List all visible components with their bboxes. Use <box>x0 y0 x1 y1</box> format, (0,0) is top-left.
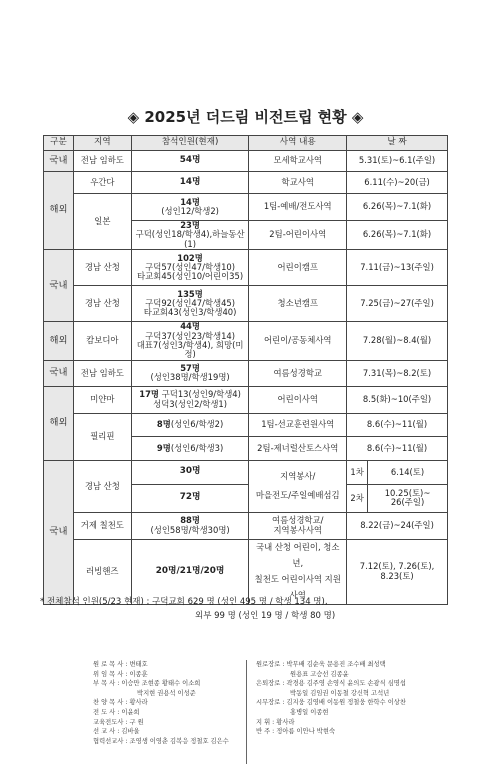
staff-line: 전 도 사 : 이윤희 <box>93 708 140 716</box>
date-cell: 7.28(월)~8.4(월) <box>347 322 448 361</box>
date-value: 6.14(토) <box>390 466 425 477</box>
content-cell: 2팀-제너럴산토스사역 <box>249 436 347 460</box>
date-round-tag: 2차 <box>347 485 368 512</box>
date-line-1: 7.12(토), 7.26(토), <box>359 561 435 572</box>
content-line-2: 칠천도 어린이사역 지원 사역 <box>254 573 341 600</box>
people-breakdown: 구덕(성인18/학생4),하늘동산(1) <box>135 229 245 249</box>
header-date: 날 짜 <box>347 136 448 151</box>
content-cell <box>249 460 347 512</box>
staff-line: 원로장로 : 박무배 김순욱 문용진 조수배 최성택 <box>256 661 386 668</box>
date-cell: 6.26(목)~7.1(화) <box>347 194 448 221</box>
staff-line: 선 교 사 : 김바울 <box>93 728 140 736</box>
content-cell: 어린이사역 <box>249 386 347 413</box>
staff-line: 부 목 사 : 이승만 조현종 황태수 이소희 <box>93 680 201 688</box>
region-cell: 거제 칠천도 <box>73 512 131 539</box>
attendance-summary <box>40 595 335 623</box>
table-row <box>44 172 448 194</box>
date-cell: 7.31(목)~8.2(토) <box>347 360 448 386</box>
people-cell <box>131 360 249 386</box>
table-row <box>44 322 448 361</box>
people-breakdown: 구덕37(성인23/학생14) <box>145 330 236 341</box>
content-cell: 어린이/공동체사역 <box>249 322 347 361</box>
region-cell: 미얀마 <box>73 386 131 413</box>
people-breakdown: (성인38명/학생19명) <box>150 372 230 383</box>
content-line-1: 지역봉사/ <box>280 471 316 482</box>
people-count: 102명 <box>177 252 203 263</box>
staff-line: 은퇴장로 : 곽경용 김주영 손영식 윤의도 손광식 심명섭 <box>256 680 406 688</box>
staff-line: 위 임 목 사 : 이종훈 <box>93 670 148 678</box>
table-header-row <box>44 136 448 151</box>
date-line-2: 26(주일) <box>390 497 425 508</box>
content-cell: 모세학교사역 <box>249 151 347 172</box>
region-cell: 필리핀 <box>73 413 131 460</box>
people-cell <box>131 250 249 286</box>
date-cell <box>347 484 448 512</box>
category-cell: 국내 <box>44 460 74 604</box>
date-cell <box>347 539 448 604</box>
date-cell <box>347 460 448 484</box>
people-count: 135명 <box>177 288 203 299</box>
people-cell <box>131 436 249 460</box>
people-count: 44명 <box>180 321 200 332</box>
people-count: 57명 <box>180 362 200 373</box>
date-cell: 7.25(금)~27(주일) <box>347 286 448 322</box>
region-cell: 전남 임하도 <box>73 151 131 172</box>
staff-list-pastors <box>93 660 229 746</box>
region-cell: 러빙핸즈 <box>73 539 131 604</box>
region-cell: 일본 <box>73 194 131 250</box>
staff-line: 반 주 : 정아름 이안나 박현숙 <box>256 728 336 736</box>
staff-line: 협력선교사 : 조영생 이영춘 김복응 정철호 김은수 <box>93 737 229 745</box>
people-cell <box>131 194 249 221</box>
staff-line: 원용표 고승선 김종윤 <box>290 670 349 678</box>
people-cell <box>131 386 249 413</box>
staff-line: 찬 양 목 사 : 황사라 <box>93 699 148 707</box>
date-cell: 6.11(수)~20(금) <box>347 172 448 194</box>
page-title: ◈ 2025년 더드림 비전트립 현황 ◈ <box>127 108 364 126</box>
vision-trip-table <box>43 135 448 605</box>
content-line-1: 여름성경학교/ <box>272 515 324 526</box>
header-cat: 구분 <box>44 136 74 151</box>
table-row <box>44 194 448 221</box>
table-row <box>44 250 448 286</box>
header-people: 참석인원(현재) <box>131 136 249 151</box>
people-breakdown: (성인6/학생2) <box>170 419 224 430</box>
region-cell: 캄보디아 <box>73 322 131 361</box>
staff-line: 교육전도사 : 구 원 <box>93 718 144 726</box>
region-cell: 경남 산청 <box>73 460 131 512</box>
staff-line: 박동일 김임권 이동철 강신혁 고석년 <box>290 689 390 697</box>
table-row <box>44 512 448 539</box>
people-breakdown-2: 타교회45(성인10/어린이35) <box>137 271 244 282</box>
people-breakdown-2: 타교회43(성인3/학생40) <box>143 307 237 318</box>
region-cell: 전남 임하도 <box>73 360 131 386</box>
date-cell: 7.11(금)~13(주일) <box>347 250 448 286</box>
people-cell <box>131 413 249 436</box>
people-cell: 54명 <box>131 151 249 172</box>
people-breakdown: 구덕13(성인9/학생4) <box>161 389 241 400</box>
category-cell: 국내 <box>44 360 74 386</box>
content-line-1: 국내 산청 어린이, 청소년, <box>256 541 340 568</box>
date-cell: 8.22(금)~24(주일) <box>347 512 448 539</box>
category-cell: 해외 <box>44 322 74 361</box>
content-cell: 어린이캠프 <box>249 250 347 286</box>
date-cell: 5.31(토)~6.1(주일) <box>347 151 448 172</box>
content-cell: 1팀-선교훈련원사역 <box>249 413 347 436</box>
people-cell: 14명 <box>131 172 249 194</box>
people-count: 17명 <box>139 389 159 400</box>
date-line-2: 8.23(토) <box>380 570 414 581</box>
staff-line: 시무장로 : 김지웅 김영배 이동원 정철웅 한학수 이상찬 <box>256 699 406 707</box>
people-breakdown-2: 성덕3(성인2/학생1) <box>153 398 228 409</box>
table-row <box>44 386 448 413</box>
date-cell: 8.5(화)~10(주일) <box>347 386 448 413</box>
summary-line-1: * 전체참석 인원(5/23 현재) : 구덕교회 629 명 (성인 495 명 / 학생 134 명), <box>40 597 328 607</box>
content-line-2: 마을전도/주일예배섬김 <box>255 490 340 501</box>
footer-divider <box>246 660 247 764</box>
region-cell: 경남 산청 <box>73 286 131 322</box>
category-cell: 국내 <box>44 250 74 322</box>
date-cell: 6.26(목)~7.1(화) <box>347 221 448 250</box>
content-cell: 청소년캠프 <box>249 286 347 322</box>
people-count: 14명 <box>180 196 200 207</box>
staff-list-elders <box>256 660 406 737</box>
category-cell: 해외 <box>44 386 74 460</box>
date-cell: 8.6(수)~11(월) <box>347 436 448 460</box>
date-round-tag: 1차 <box>347 461 368 484</box>
summary-line-2: 외부 99 명 (성인 19 명 / 학생 80 명) <box>195 611 336 621</box>
people-cell <box>131 322 249 361</box>
date-cell: 8.6(수)~11(월) <box>347 413 448 436</box>
content-cell: 학교사역 <box>249 172 347 194</box>
date-value <box>368 489 447 508</box>
category-cell: 국내 <box>44 151 74 172</box>
people-cell <box>131 221 249 250</box>
people-breakdown: 구덕92(성인47/학생45) <box>145 298 236 309</box>
people-breakdown: (성인6/학생3) <box>170 442 224 453</box>
people-count: 88명 <box>180 515 200 526</box>
staff-line: 지 휘 : 황사라 <box>256 718 295 726</box>
header-content: 사역 내용 <box>249 136 347 151</box>
table-row <box>44 151 448 172</box>
people-cell: 20명/21명/20명 <box>131 539 249 604</box>
header-region: 지역 <box>73 136 131 151</box>
staff-line: 박지현 권용석 이성준 <box>137 689 196 697</box>
category-cell: 해외 <box>44 172 74 250</box>
people-cell: 30명 <box>131 460 249 484</box>
content-cell: 2팀-어린이사역 <box>249 221 347 250</box>
people-cell <box>131 286 249 322</box>
table-row <box>44 413 448 436</box>
staff-line: 원 로 목 사 : 변태호 <box>93 661 148 668</box>
people-count: 23명 <box>180 220 200 230</box>
people-breakdown-2: 대표7(성인3/학생4), 희망(미정) <box>136 340 244 360</box>
table-row <box>44 286 448 322</box>
date-line-1: 10.25(토)~ <box>384 487 431 498</box>
people-breakdown: 구덕57(성인47/학생10) <box>145 262 236 273</box>
people-cell <box>131 512 249 539</box>
people-count: 9명 <box>156 442 171 453</box>
people-breakdown: (성인12/학생2) <box>161 206 219 216</box>
table-row <box>44 360 448 386</box>
table-row <box>44 460 448 484</box>
people-breakdown: (성인58명/학생30명) <box>150 524 230 535</box>
people-count: 8명 <box>156 419 171 430</box>
content-cell: 여름성경학교 <box>249 360 347 386</box>
content-cell: 1팀-예배/전도사역 <box>249 194 347 221</box>
content-cell <box>249 512 347 539</box>
people-cell: 72명 <box>131 484 249 512</box>
region-cell: 경남 산청 <box>73 250 131 286</box>
staff-line: 홍병일 이종현 <box>290 708 329 716</box>
region-cell: 우간다 <box>73 172 131 194</box>
content-line-2: 지역봉사사역 <box>273 524 323 535</box>
